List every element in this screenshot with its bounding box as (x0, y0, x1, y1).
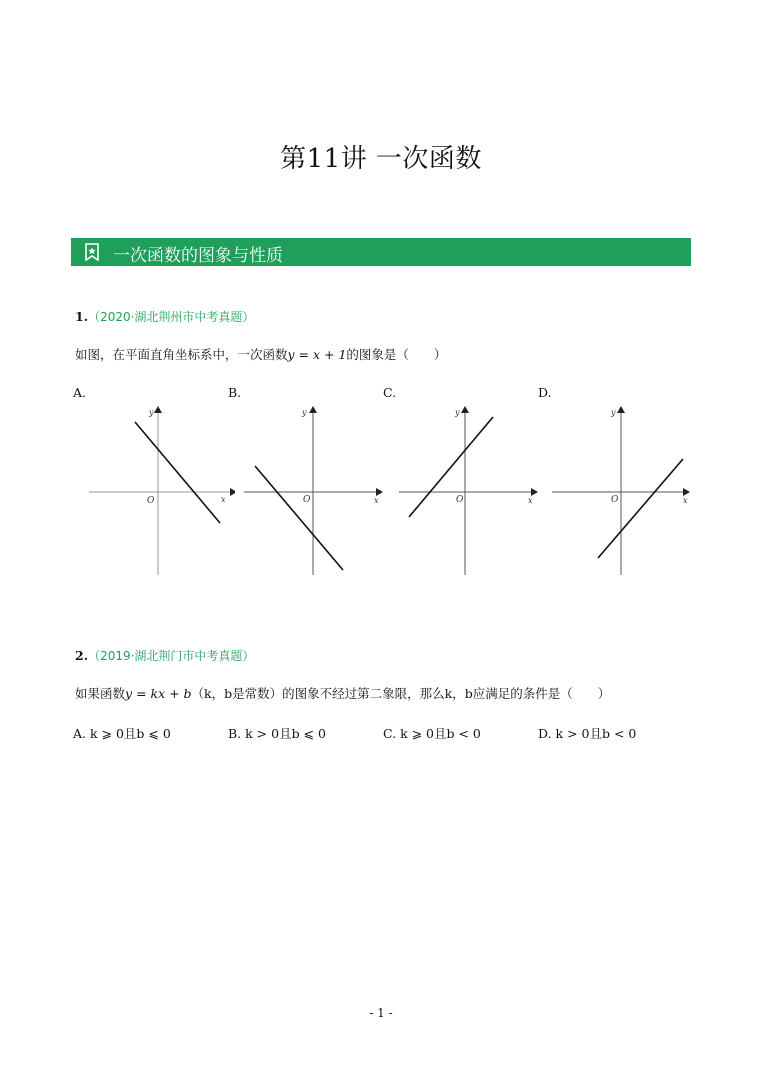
x-axis-arrow (376, 488, 383, 496)
y-axis-label: y (455, 408, 460, 417)
stem-text: 如图，在平面直角坐标系中，一次函数 (75, 347, 288, 362)
section-title: 一次函数的图象与性质 (113, 246, 283, 266)
question-1-header (75, 308, 254, 325)
x-axis-arrow (230, 488, 235, 496)
x-axis-label: x (221, 495, 226, 504)
origin-label: O (456, 495, 464, 505)
option-d-label: D. (538, 385, 552, 400)
question-number: 2. (75, 648, 89, 663)
option-b-label: B. (228, 385, 242, 400)
y-axis-arrow (309, 406, 317, 413)
origin-label: O (147, 496, 155, 506)
x-axis-arrow (531, 488, 538, 496)
answer-option-a: A. k ⩾ 0且b ⩽ 0 (73, 726, 171, 741)
graph-option-b (240, 405, 390, 580)
question-2-stem (75, 684, 610, 702)
question-2-header (75, 647, 254, 664)
stem-formula: y = x + 1 (287, 347, 347, 362)
function-line (255, 466, 343, 570)
stem-text: 的图象是（ ） (346, 347, 447, 362)
stem-formula: y = kx + b (125, 686, 192, 701)
stem-text: （k，b是常数）的图象不经过第二象限，那么k，b应满足的条件是（ ） (191, 686, 611, 701)
question-1-stem (75, 345, 446, 363)
function-line (598, 459, 683, 558)
page-title: 第11讲 一次函数 (280, 144, 482, 174)
x-axis-label: x (374, 496, 379, 505)
question-source: （2019·湖北荆门市中考真题） (88, 649, 255, 663)
function-line (135, 422, 220, 523)
stem-text: 如果函数 (75, 686, 126, 701)
answer-option-c: C. k ⩾ 0且b < 0 (383, 726, 481, 741)
y-axis-label: y (149, 408, 154, 417)
y-axis-arrow (617, 406, 625, 413)
x-axis-label: x (683, 496, 688, 505)
y-axis-arrow (154, 406, 162, 413)
y-axis-label: y (302, 408, 307, 417)
origin-label: O (303, 495, 311, 505)
question-source: （2020·湖北荆州市中考真题） (88, 310, 255, 324)
section-banner (71, 238, 691, 266)
page-number: - 1 - (369, 1006, 393, 1020)
x-axis-label: x (528, 496, 533, 505)
function-line (409, 417, 493, 517)
answer-option-d: D. k > 0且b < 0 (538, 726, 637, 741)
y-axis-label: y (611, 408, 616, 417)
origin-label: O (611, 495, 619, 505)
option-c-label: C. (383, 385, 397, 400)
bookmark-star-icon (83, 243, 101, 261)
graph-option-a (85, 405, 235, 580)
option-a-label: A. (73, 385, 87, 400)
graph-option-c (395, 405, 545, 580)
answer-option-b: B. k > 0且b ⩽ 0 (228, 726, 326, 741)
graph-option-d (548, 405, 698, 580)
y-axis-arrow (461, 406, 469, 413)
x-axis-arrow (683, 488, 690, 496)
question-number: 1. (75, 309, 89, 324)
